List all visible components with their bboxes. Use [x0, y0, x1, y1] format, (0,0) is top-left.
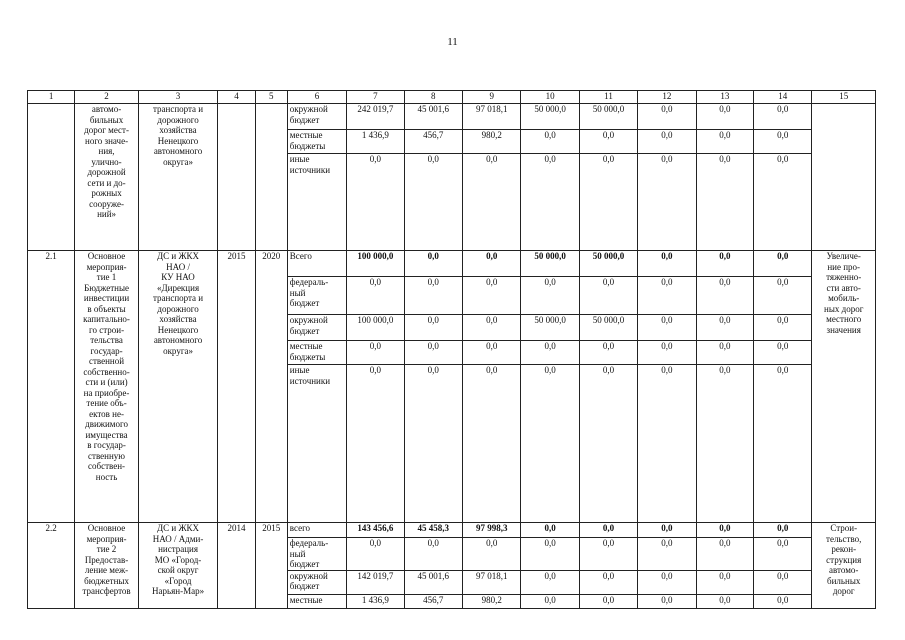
- amount-cell: 456,7: [404, 594, 462, 608]
- row-number-cell: [28, 104, 75, 251]
- funding-source: федераль- ный бюджет: [287, 538, 346, 571]
- amount-cell: 0,0: [404, 251, 462, 277]
- amount-cell: 0,0: [754, 315, 812, 341]
- amount-cell: 97 018,1: [463, 104, 521, 130]
- amount-cell: 0,0: [521, 154, 579, 251]
- amount-cell: 0,0: [696, 315, 753, 341]
- amount-cell: 50 000,0: [521, 315, 579, 341]
- amount-cell: 143 456,6: [347, 523, 404, 538]
- amount-cell: 0,0: [404, 154, 462, 251]
- amount-cell: 0,0: [638, 130, 696, 154]
- executor: ДС и ЖКХ НАО / Адми- нистрация МО «Город- ской округ «Город Нарьян-Мар»: [138, 523, 218, 609]
- executor: транспорта и дорожного хозяйства Ненецкого автономного округа»: [138, 104, 218, 251]
- amount-cell: 0,0: [754, 570, 812, 594]
- amount-cell: 45 001,6: [404, 570, 462, 594]
- amount-cell: 0,0: [638, 315, 696, 341]
- amount-cell: 0,0: [754, 594, 812, 608]
- amount-cell: 0,0: [463, 341, 521, 365]
- amount-cell: 97 018,1: [463, 570, 521, 594]
- amount-cell: 0,0: [521, 594, 579, 608]
- amount-cell: 0,0: [347, 365, 404, 523]
- amount-cell: 0,0: [521, 365, 579, 523]
- amount-cell: 0,0: [638, 570, 696, 594]
- page-number: 11: [447, 36, 458, 48]
- amount-cell: 0,0: [347, 538, 404, 571]
- funding-source: Всего: [287, 251, 346, 277]
- funding-source: местные: [287, 594, 346, 608]
- amount-cell: 0,0: [638, 365, 696, 523]
- funding-source: всего: [287, 523, 346, 538]
- amount-cell: 0,0: [404, 538, 462, 571]
- amount-cell: 0,0: [347, 154, 404, 251]
- amount-cell: 0,0: [638, 154, 696, 251]
- result-cell: [812, 104, 876, 251]
- amount-cell: 1 436,9: [347, 594, 404, 608]
- amount-cell: 0,0: [754, 365, 812, 523]
- table-body: [28, 91, 876, 609]
- amount-cell: 0,0: [579, 154, 637, 251]
- column-number-3: 3: [138, 91, 218, 104]
- amount-cell: 0,0: [638, 341, 696, 365]
- column-number-14: 14: [754, 91, 812, 104]
- measure-name: Основное мероприя- тие 2 Предостав- ление меж- бюджетных трансфертов: [75, 523, 138, 609]
- amount-cell: 0,0: [638, 594, 696, 608]
- end-year: [255, 104, 287, 251]
- amount-cell: 0,0: [638, 538, 696, 571]
- amount-cell: 50 000,0: [521, 104, 579, 130]
- amount-cell: 980,2: [463, 130, 521, 154]
- amount-cell: 0,0: [521, 523, 579, 538]
- amount-cell: 45 458,3: [404, 523, 462, 538]
- column-number-5: 5: [255, 91, 287, 104]
- expected-result: Увеличе- ние про- тяженно- сти авто- мобиль- ных дорог местного значения: [812, 251, 876, 523]
- column-number-13: 13: [696, 91, 753, 104]
- row-number: 2.2: [28, 523, 75, 609]
- funding-source: иные источники: [287, 365, 346, 523]
- amount-cell: 142 019,7: [347, 570, 404, 594]
- amount-cell: 0,0: [579, 277, 637, 315]
- block22-row: [28, 523, 876, 538]
- amount-cell: 0,0: [754, 341, 812, 365]
- funding-source: федераль- ный бюджет: [287, 277, 346, 315]
- amount-cell: 980,2: [463, 594, 521, 608]
- amount-cell: 242 019,7: [347, 104, 404, 130]
- amount-cell: 0,0: [696, 130, 753, 154]
- amount-cell: 0,0: [579, 130, 637, 154]
- column-number-6: 6: [287, 91, 346, 104]
- amount-cell: 0,0: [404, 341, 462, 365]
- start-year: [218, 104, 255, 251]
- column-number-12: 12: [638, 91, 696, 104]
- amount-cell: 0,0: [754, 538, 812, 571]
- column-number-9: 9: [463, 91, 521, 104]
- funding-source: окружной бюджет: [287, 570, 346, 594]
- amount-cell: 0,0: [638, 251, 696, 277]
- row-number: 2.1: [28, 251, 75, 523]
- amount-cell: 0,0: [579, 570, 637, 594]
- amount-cell: 0,0: [579, 365, 637, 523]
- amount-cell: 0,0: [696, 365, 753, 523]
- amount-cell: 50 000,0: [521, 251, 579, 277]
- amount-cell: 100 000,0: [347, 315, 404, 341]
- amount-cell: 100 000,0: [347, 251, 404, 277]
- start-year: 2015: [218, 251, 255, 523]
- amount-cell: 0,0: [579, 341, 637, 365]
- amount-cell: 0,0: [696, 251, 753, 277]
- column-number-4: 4: [218, 91, 255, 104]
- amount-cell: 0,0: [696, 570, 753, 594]
- amount-cell: 0,0: [754, 523, 812, 538]
- amount-cell: 0,0: [463, 154, 521, 251]
- amount-cell: 0,0: [754, 130, 812, 154]
- amount-cell: 0,0: [347, 341, 404, 365]
- column-number-10: 10: [521, 91, 579, 104]
- amount-cell: 0,0: [404, 365, 462, 523]
- funding-source: местные бюджеты: [287, 341, 346, 365]
- amount-cell: 0,0: [638, 104, 696, 130]
- column-number-2: 2: [75, 91, 138, 104]
- column-number-11: 11: [579, 91, 637, 104]
- amount-cell: 1 436,9: [347, 130, 404, 154]
- amount-cell: 0,0: [579, 538, 637, 571]
- funding-source: иные источники: [287, 154, 346, 251]
- measure-name: автомо- бильных дорог мест- ного значе- ния, улично- дорожной сети и до- рожных сооруже- ний»: [75, 104, 138, 251]
- amount-cell: 0,0: [579, 594, 637, 608]
- amount-cell: 0,0: [696, 523, 753, 538]
- funding-source: окружной бюджет: [287, 104, 346, 130]
- amount-cell: 456,7: [404, 130, 462, 154]
- amount-cell: 0,0: [521, 570, 579, 594]
- amount-cell: 0,0: [521, 341, 579, 365]
- amount-cell: 0,0: [696, 154, 753, 251]
- amount-cell: 0,0: [347, 277, 404, 315]
- amount-cell: 0,0: [463, 365, 521, 523]
- amount-cell: 45 001,6: [404, 104, 462, 130]
- amount-cell: 0,0: [696, 104, 753, 130]
- amount-cell: 0,0: [696, 538, 753, 571]
- amount-cell: 0,0: [696, 341, 753, 365]
- amount-cell: 0,0: [404, 315, 462, 341]
- amount-cell: 0,0: [638, 277, 696, 315]
- amount-cell: 0,0: [638, 523, 696, 538]
- amount-cell: 0,0: [521, 130, 579, 154]
- amount-cell: 50 000,0: [579, 251, 637, 277]
- amount-cell: 0,0: [463, 538, 521, 571]
- amount-cell: 0,0: [696, 594, 753, 608]
- program-table: [27, 90, 876, 609]
- amount-cell: 0,0: [579, 523, 637, 538]
- end-year: 2020: [255, 251, 287, 523]
- amount-cell: 0,0: [521, 277, 579, 315]
- column-number-7: 7: [347, 91, 404, 104]
- funding-source: окружной бюджет: [287, 315, 346, 341]
- amount-cell: 0,0: [754, 154, 812, 251]
- amount-cell: 0,0: [404, 277, 462, 315]
- continuation-row: [28, 104, 876, 130]
- amount-cell: 0,0: [463, 315, 521, 341]
- column-number-8: 8: [404, 91, 462, 104]
- amount-cell: 0,0: [463, 277, 521, 315]
- amount-cell: 0,0: [754, 251, 812, 277]
- executor: ДС и ЖКХ НАО / КУ НАО «Дирекция транспорта и дорожного хозяйства Ненецкого автономного округа»: [138, 251, 218, 523]
- amount-cell: 97 998,3: [463, 523, 521, 538]
- amount-cell: 0,0: [696, 277, 753, 315]
- start-year: 2014: [218, 523, 255, 609]
- measure-name: Основное мероприя- тие 1 Бюджетные инвестиции в объекты капитально- го строи- тельства государ- ственной собственно- сти и (или) на приобре- тение объ- ектов не- движимого имущества в государ- ственную собствен- ность: [75, 251, 138, 523]
- expected-result: Строи- тельство, рекон- струкция автомо- бильных дорог: [812, 523, 876, 609]
- column-number-15: 15: [812, 91, 876, 104]
- column-number-1: 1: [28, 91, 75, 104]
- amount-cell: 50 000,0: [579, 315, 637, 341]
- amount-cell: 0,0: [754, 277, 812, 315]
- header-row: [28, 91, 876, 104]
- amount-cell: 0,0: [521, 538, 579, 571]
- block21-row: [28, 251, 876, 277]
- funding-source: местные бюджеты: [287, 130, 346, 154]
- end-year: 2015: [255, 523, 287, 609]
- amount-cell: 50 000,0: [579, 104, 637, 130]
- amount-cell: 0,0: [463, 251, 521, 277]
- amount-cell: 0,0: [754, 104, 812, 130]
